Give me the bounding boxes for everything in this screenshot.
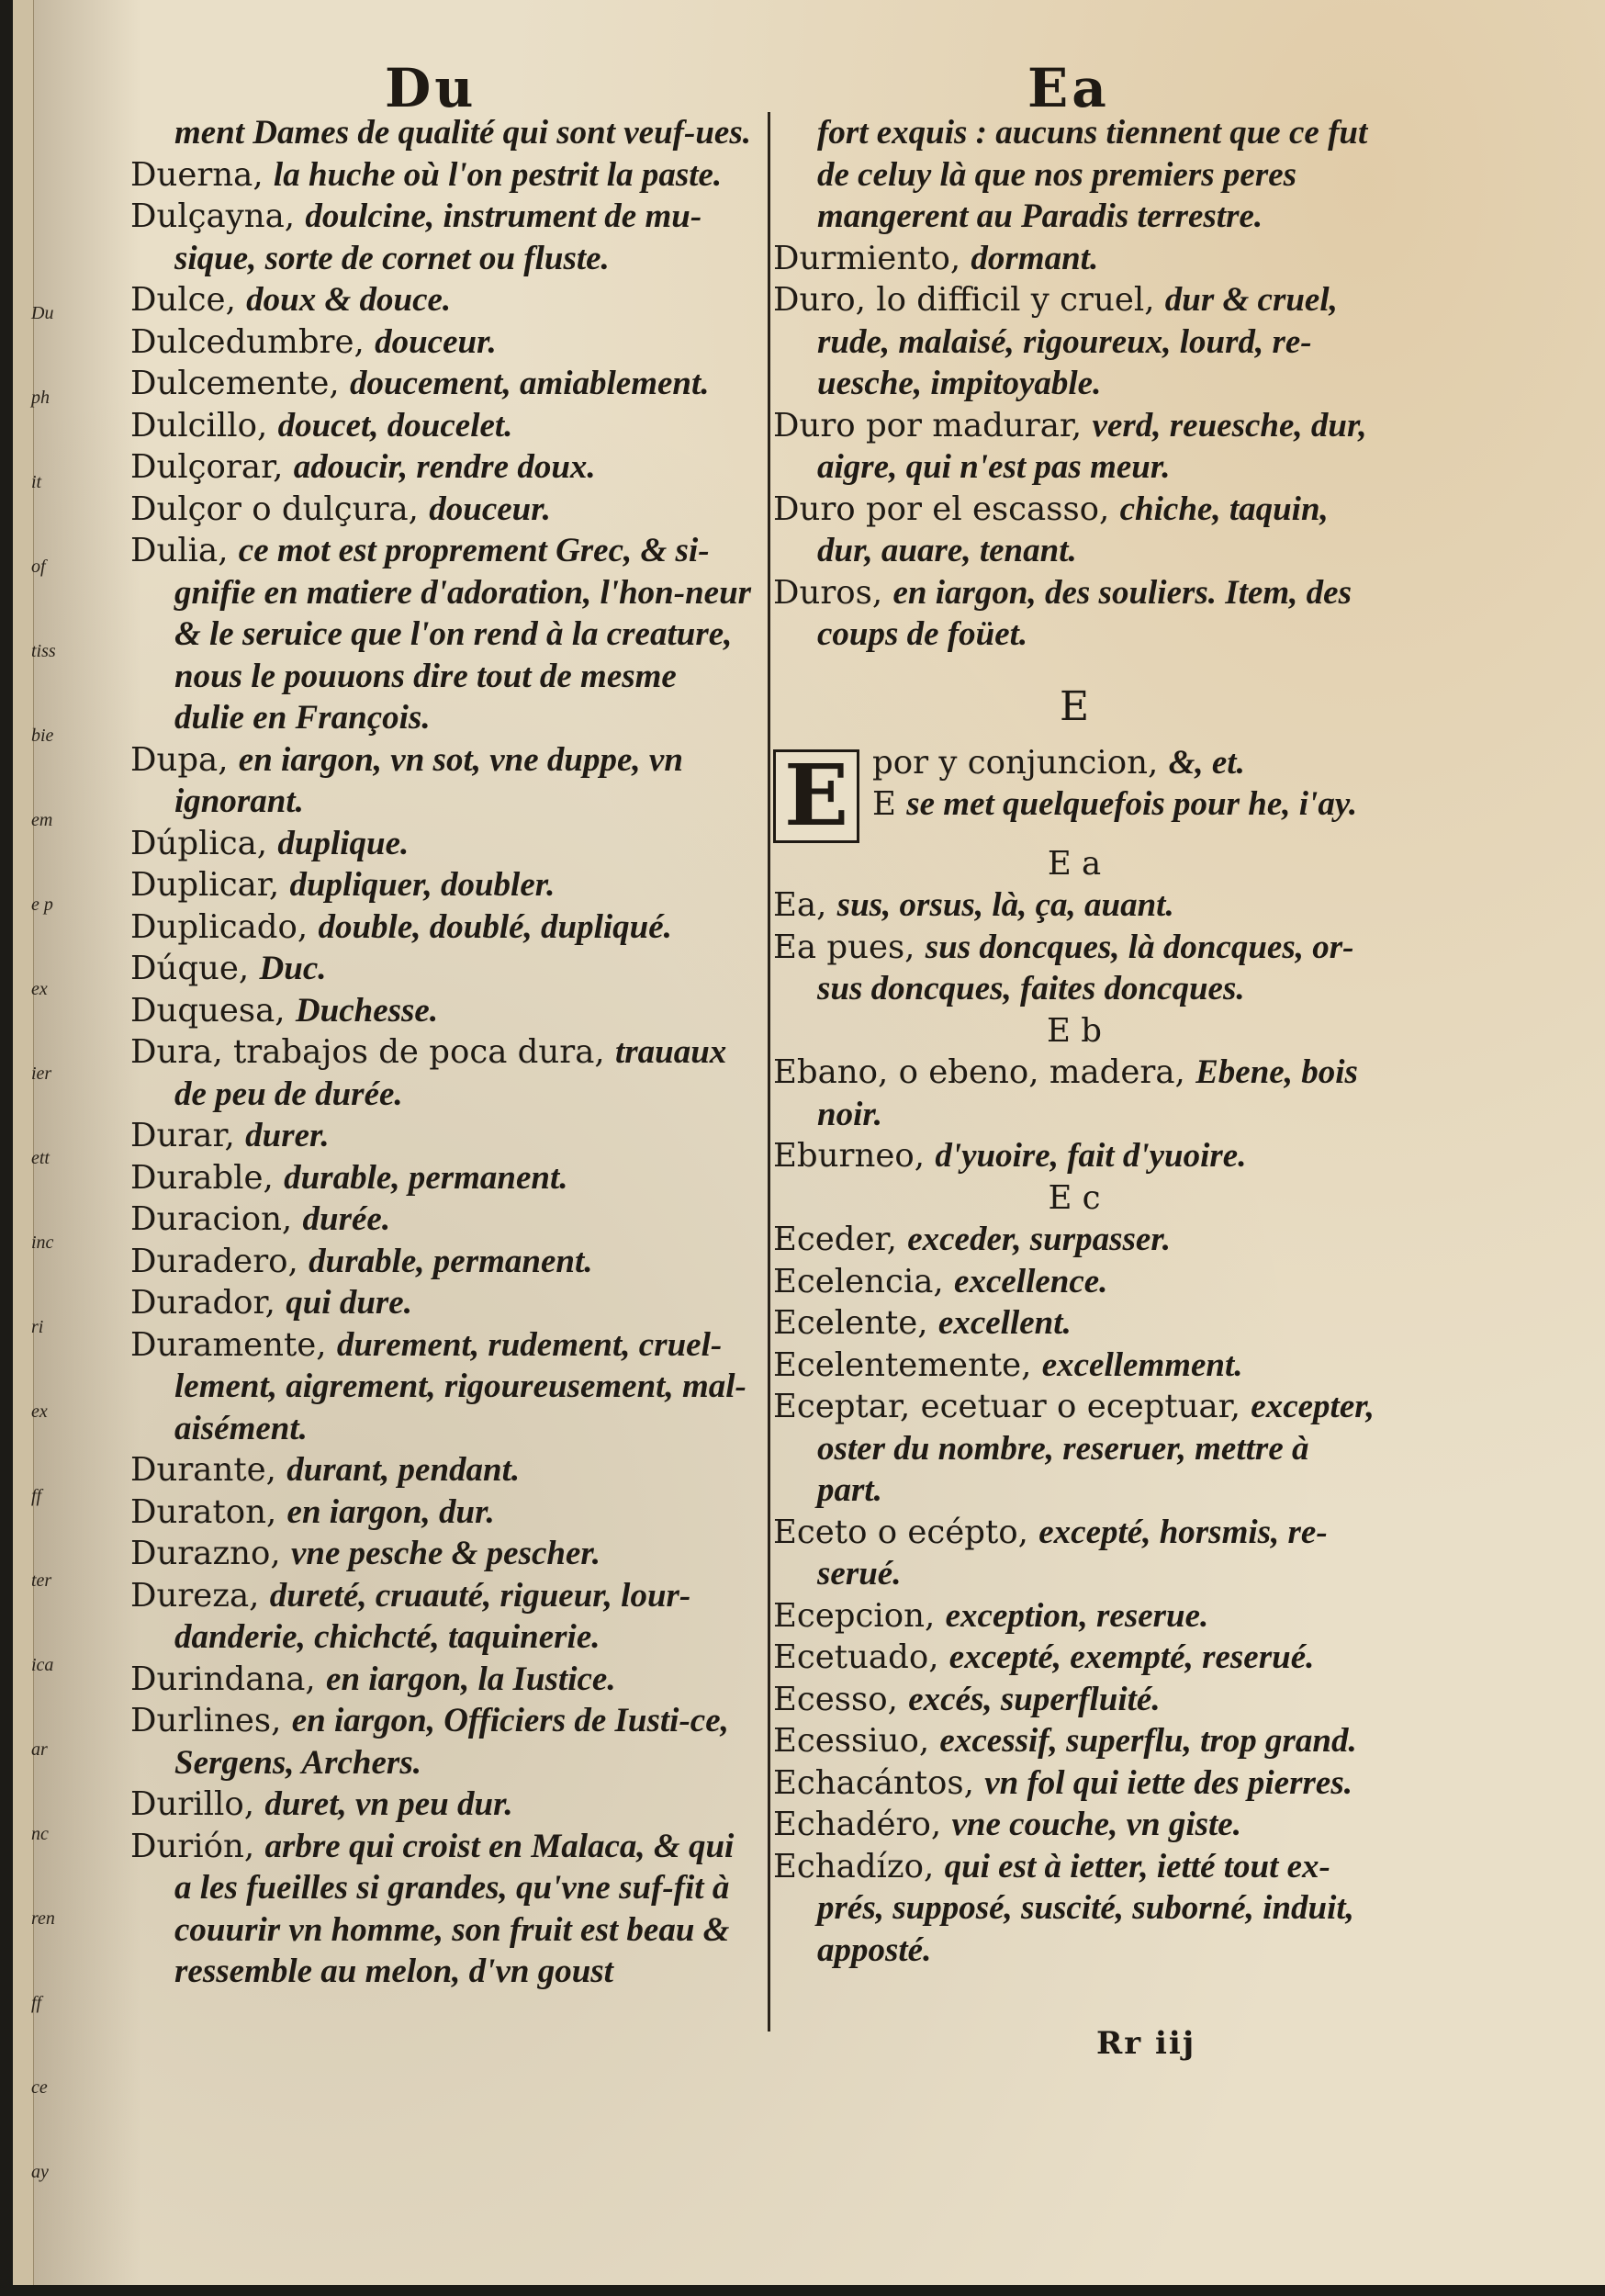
entry-definition: dupliquer, doubler. — [289, 866, 556, 904]
entry-definition: doucement, amiablement. — [349, 365, 710, 402]
entry-headword: Durador, — [130, 1284, 275, 1322]
entry-headword: Durlines, — [130, 1702, 282, 1739]
dictionary-entry — [773, 279, 1375, 405]
entry-headword: Echadéro, — [773, 1806, 942, 1843]
entry-definition: qui dure. — [286, 1284, 412, 1322]
entry-headword: Dulçayna, — [130, 197, 296, 235]
entry-definition: duplique. — [277, 824, 410, 862]
dictionary-entry — [773, 1345, 1375, 1387]
entry-definition: en iargon, Officiers de Iusti-ce, Sergens, Archers. — [174, 1702, 729, 1782]
entry-headword: Duro, lo difficil y cruel, — [773, 281, 1155, 319]
margin-fragment: of — [31, 557, 46, 577]
entry-headword: Dulcillo, — [130, 406, 268, 445]
entry-headword: Duquesa, — [130, 991, 286, 1030]
margin-fragment: ren — [31, 1908, 55, 1929]
entry-headword: Ebano, o ebeno, madera, — [773, 1053, 1185, 1091]
initial-note: se met quelquefois pour he, i'ay. — [906, 785, 1358, 823]
entry-definition: vn fol qui iette des pierres. — [984, 1763, 1352, 1802]
entry-headword: Durillo, — [130, 1785, 255, 1823]
margin-fragment: ex — [31, 1401, 48, 1422]
entry-headword: Duraton, — [130, 1492, 277, 1531]
dictionary-entry — [130, 321, 755, 364]
dictionary-entry — [130, 489, 755, 531]
entry-definition: en iargon, dur. — [286, 1492, 495, 1531]
entry-definition: d'yuoire, fait d'yuoire. — [935, 1137, 1247, 1175]
dictionary-entry — [773, 1135, 1375, 1177]
dictionary-entry — [773, 1637, 1375, 1679]
entry-headword: Echacántos, — [773, 1763, 974, 1802]
entry-headword: Eceto o ecépto, — [773, 1513, 1028, 1551]
margin-fragment: em — [31, 810, 53, 830]
margin-fragment: tiss — [31, 641, 56, 661]
right-column — [773, 112, 1375, 1971]
dictionary-entry — [130, 196, 755, 279]
entry-headword: Durante, — [130, 1451, 276, 1489]
entry-definition: doucet, doucelet. — [277, 406, 513, 445]
entry-headword: Durmiento, — [773, 239, 961, 277]
entry-headword: Dulçor o dulçura, — [130, 490, 419, 528]
dictionary-entry — [773, 489, 1375, 572]
entry-headword: Dulcedumbre, — [130, 322, 365, 361]
margin-fragment: ff — [31, 1993, 42, 2013]
entry-headword: Dulia, — [130, 532, 229, 569]
margin-fragment: nc — [31, 1824, 49, 1844]
entry-headword: Ea, — [773, 886, 827, 924]
entry-headword: Dureza, — [130, 1576, 260, 1615]
entry-headword: Dúque, — [130, 950, 250, 987]
entries-ea — [773, 884, 1375, 1010]
entry-headword: Durazno, — [130, 1535, 281, 1572]
dictionary-entry — [773, 1595, 1375, 1638]
dictionary-entry — [773, 238, 1375, 280]
dictionary-entry — [130, 1491, 755, 1534]
dictionary-entry — [130, 1115, 755, 1157]
entry-definition: durement, rudement, cruel-lement, aigrement, rigoureusement, mal-aisément. — [174, 1325, 746, 1447]
dictionary-entry — [130, 1241, 755, 1283]
entry-headword: Dura, trabajos de poca dura, — [130, 1033, 605, 1071]
dictionary-entry — [130, 990, 755, 1032]
margin-fragment: bie — [31, 726, 54, 746]
left-column — [130, 112, 755, 1993]
dictionary-entry — [773, 1052, 1375, 1135]
dictionary-entry — [130, 154, 755, 197]
entry-definition: exceder, surpasser. — [907, 1221, 1171, 1258]
dictionary-entry — [773, 112, 1375, 238]
margin-fragment: e p — [31, 895, 53, 915]
entry-headword: Durindana, — [130, 1660, 316, 1698]
dictionary-entry — [130, 1324, 755, 1450]
entry-definition: durer. — [245, 1117, 330, 1154]
entry-definition: excellence. — [954, 1262, 1108, 1300]
entry-headword: Durable, — [130, 1158, 274, 1197]
entry-headword: Eceder, — [773, 1221, 897, 1258]
margin-fragment: ica — [31, 1655, 54, 1675]
right-column-top-entries — [773, 112, 1375, 656]
entry-definition: doulcine, instrument de mu-sique, sorte de cornet ou fluste. — [174, 197, 702, 277]
entry-headword: Duplicar, — [130, 866, 280, 904]
entry-definition: excepté, horsmis, re-serué. — [817, 1513, 1328, 1593]
entry-headword: Ecelentemente, — [773, 1345, 1032, 1384]
dictionary-entry — [773, 1261, 1375, 1303]
entry-headword: Duracion, — [130, 1200, 293, 1238]
initial-note-letter: E — [872, 785, 896, 823]
entry-headword: Durión, — [130, 1827, 255, 1865]
dictionary-entry — [130, 1533, 755, 1575]
dictionary-entry — [130, 1700, 755, 1784]
entry-definition: excellemment. — [1041, 1345, 1243, 1384]
dictionary-entry — [130, 446, 755, 489]
entry-headword: Ecepcion, — [773, 1596, 936, 1635]
entry-headword: Dupa, — [130, 740, 229, 779]
entry-definition: vne couche, vn giste. — [951, 1806, 1241, 1843]
running-head-right: Ea — [1027, 57, 1110, 119]
entry-headword: Ecelencia, — [773, 1262, 944, 1300]
entry-definition: dormant. — [971, 239, 1099, 277]
dictionary-entry — [773, 927, 1375, 1010]
dictionary-entry — [130, 739, 755, 823]
entry-headword: Ecesso, — [773, 1680, 898, 1718]
dictionary-entry — [773, 405, 1375, 489]
entry-definition: fort exquis : aucuns tiennent que ce fut de celuy là que nos premiers peres mangerent au Paradis terrestre. — [817, 114, 1368, 235]
entry-definition: duret, vn peu dur. — [264, 1785, 513, 1823]
entry-headword: Dulcemente, — [130, 365, 340, 402]
entry-headword: Duradero, — [130, 1242, 298, 1280]
entry-headword: Dulce, — [130, 281, 236, 319]
entry-definition: durée. — [302, 1200, 391, 1238]
entry-definition: arbre qui croist en Malaca, & qui a les fueilles si grandes, qu'vne suf-fit à couurir vn homme, son fruit est beau & ressemble au melon, d'vn goust — [174, 1827, 735, 1990]
subheading-eb: E b — [1047, 1011, 1102, 1050]
subheading-ea: E a — [1047, 844, 1102, 883]
dictionary-entry — [773, 884, 1375, 927]
dictionary-entry — [773, 1302, 1375, 1345]
entry-headword: Echadízo, — [773, 1847, 935, 1885]
margin-fragment: ier — [31, 1064, 52, 1084]
entry-definition: Duchesse. — [295, 991, 439, 1030]
entry-headword: Eceptar, ecetuar o eceptuar, — [773, 1388, 1240, 1425]
dictionary-entry — [130, 906, 755, 949]
decorated-initial: E — [773, 749, 859, 843]
dictionary-entry — [130, 823, 755, 865]
margin-fragment: ex — [31, 979, 48, 999]
entry-definition: dureté, cruauté, rigueur, lour-danderie, chichcté, taquinerie. — [174, 1576, 691, 1656]
entry-definition: adoucir, rendre doux. — [293, 448, 596, 486]
dictionary-entry — [130, 864, 755, 906]
entry-definition: verd, reuesche, dur, aigre, qui n'est pas meur. — [817, 406, 1367, 486]
entry-definition: excepter, oster du nombre, reseruer, mettre à part. — [817, 1388, 1375, 1509]
entry-definition: vne pesche & pescher. — [290, 1535, 601, 1572]
section-letter: E — [1059, 682, 1090, 730]
dictionary-entry — [130, 279, 755, 321]
margin-fragment: ar — [31, 1739, 48, 1760]
entry-headword: Duramente, — [130, 1325, 327, 1364]
entry-headword: Duros, — [773, 573, 883, 612]
entry-definition: doux & douce. — [246, 281, 452, 319]
dictionary-entry — [773, 1512, 1375, 1595]
signature-mark: Rr iij — [1096, 2025, 1196, 2062]
entry-headword: Durar, — [130, 1117, 235, 1154]
entry-headword: Dúplica, — [130, 824, 268, 862]
entry-definition: exception, reserue. — [945, 1596, 1209, 1635]
dictionary-entry — [773, 572, 1375, 656]
entry-definition: excés, superfluité. — [908, 1680, 1161, 1718]
margin-fragment: ff — [31, 1486, 42, 1506]
entry-definition: trauaux de peu de durée. — [174, 1033, 727, 1113]
initial-entry — [773, 742, 1375, 843]
book-page — [13, 0, 1605, 2285]
entry-definition: en iargon, la Iustice. — [326, 1660, 616, 1698]
margin-fragment: inc — [31, 1232, 54, 1253]
binding-gutter — [13, 0, 34, 2285]
entry-headword: Duro por madurar, — [773, 406, 1083, 445]
dictionary-entry — [773, 1762, 1375, 1805]
entry-definition: sus doncques, là doncques, or-sus doncques, faites doncques. — [817, 928, 1354, 1007]
entry-headword: Duplicado, — [130, 907, 309, 946]
margin-fragment: it — [31, 472, 42, 492]
margin-fragment: ett — [31, 1148, 50, 1168]
column-rule — [768, 112, 770, 2032]
dictionary-entry — [130, 363, 755, 405]
margin-fragment: Du — [31, 303, 54, 323]
margin-fragment: ter — [31, 1570, 52, 1591]
entry-definition: double, doublé, dupliqué. — [318, 907, 672, 946]
entry-headword: Ecelente, — [773, 1304, 928, 1342]
dictionary-entry — [130, 1659, 755, 1701]
dictionary-entry — [130, 1449, 755, 1491]
entry-definition: excepté, exempté, reserué. — [948, 1638, 1315, 1676]
entry-headword: Duerna, — [130, 155, 264, 194]
entry-definition: durant, pendant. — [286, 1451, 521, 1489]
entry-headword: Ecessiuo, — [773, 1722, 930, 1760]
margin-fragment: ph — [31, 388, 50, 408]
dictionary-entry — [773, 1679, 1375, 1721]
dictionary-entry — [130, 1031, 755, 1115]
dictionary-entry — [773, 1219, 1375, 1261]
entry-definition: durable, permanent. — [309, 1242, 593, 1280]
entry-headword: Duro por el escasso, — [773, 490, 1110, 528]
dictionary-entry — [130, 1199, 755, 1241]
subheading-ec: E c — [1048, 1178, 1101, 1217]
entry-definition: la huche où l'on pestrit la paste. — [273, 155, 723, 194]
dictionary-entry — [130, 948, 755, 990]
dictionary-entry — [130, 1826, 755, 1993]
entry-headword: Eburneo, — [773, 1137, 926, 1175]
entry-headword: Dulçorar, — [130, 448, 284, 486]
dictionary-entry — [773, 1804, 1375, 1846]
dictionary-entry — [130, 405, 755, 447]
dictionary-entry — [773, 1386, 1375, 1512]
margin-fragment: ri — [31, 1317, 44, 1337]
entry-definition: Ebene, bois noir. — [817, 1053, 1358, 1133]
entry-headword: Ea pues, — [773, 928, 915, 966]
entries-eb — [773, 1052, 1375, 1177]
entries-ec — [773, 1219, 1375, 1971]
entry-definition: ce mot est proprement Grec, & si-gnifie en matiere d'adoration, l'hon-neur & le seruice que l'on rend à la creature, nous le pouuons dire tout de mesme dulie en François. — [174, 532, 752, 737]
entry-definition: en iargon, vn sot, vne duppe, vn ignorant. — [174, 740, 683, 820]
initial-definition: &, et. — [1168, 743, 1245, 782]
entry-definition: dur & cruel, rude, malaisé, rigoureux, lourd, re-uesche, impitoyable. — [817, 281, 1338, 402]
entry-definition: en iargon, des souliers. Item, des coups de foüet. — [817, 573, 1352, 653]
running-head-left: Du — [385, 57, 477, 119]
entry-definition: douceur. — [429, 490, 551, 528]
entry-definition: douceur. — [375, 322, 497, 361]
dictionary-entry — [130, 530, 755, 739]
entry-definition: sus, orsus, là, ça, auant. — [836, 886, 1174, 924]
dictionary-entry — [773, 1720, 1375, 1762]
dictionary-entry — [130, 1282, 755, 1324]
dictionary-entry — [773, 1846, 1375, 1972]
margin-fragment: ce — [31, 2077, 48, 2098]
entry-definition: excessif, superflu, trop grand. — [939, 1722, 1357, 1760]
entry-headword: Ecetuado, — [773, 1638, 939, 1676]
dictionary-entry — [130, 1575, 755, 1659]
entry-definition: ment Dames de qualité qui sont veuf-ues. — [174, 114, 751, 152]
entry-definition: chiche, taquin, dur, auare, tenant. — [817, 490, 1329, 569]
entry-definition: excellent. — [937, 1304, 1072, 1342]
entry-definition: qui est à ietter, ietté tout ex-prés, supposé, suscité, suborné, induit, apposté. — [817, 1847, 1354, 1969]
entry-definition: durable, permanent. — [284, 1158, 568, 1197]
initial-headword: por y conjuncion, — [872, 743, 1159, 782]
dictionary-entry — [130, 112, 755, 154]
entry-definition: Duc. — [259, 950, 327, 987]
dictionary-entry — [130, 1784, 755, 1826]
margin-fragment: ay — [31, 2162, 49, 2182]
dictionary-entry — [130, 1157, 755, 1199]
initial-entry-text — [872, 742, 1357, 826]
